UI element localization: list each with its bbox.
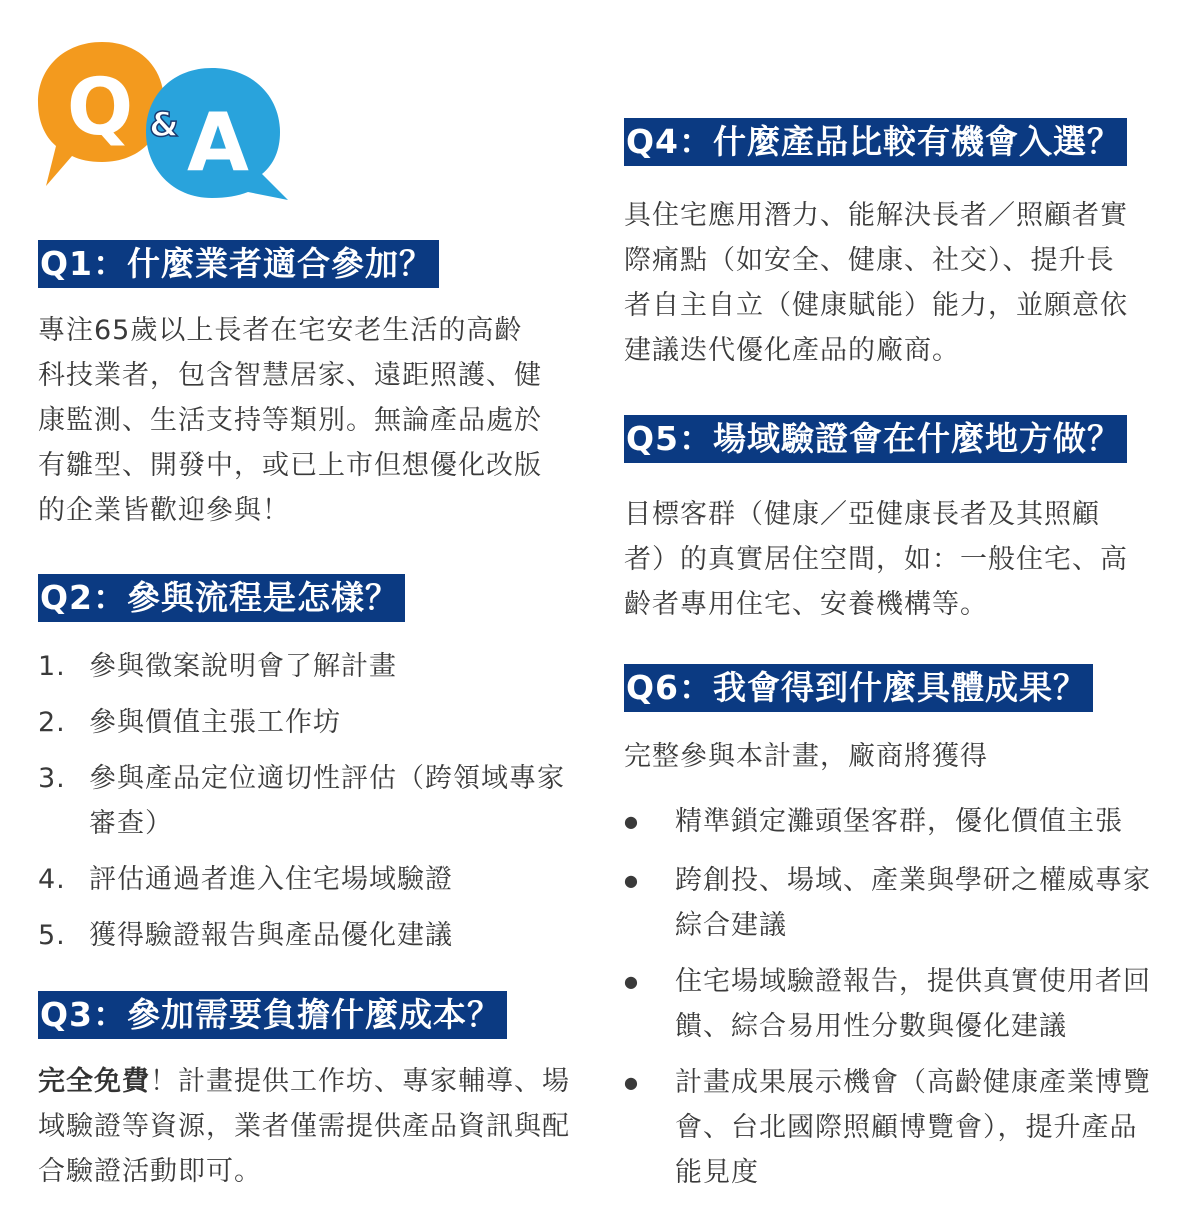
q2-heading: Q2：參與流程是怎樣？: [38, 574, 405, 622]
q6-heading: Q6：我會得到什麼具體成果？: [624, 664, 1093, 712]
list-item: ● 精準鎖定灘頭堡客群，優化價值主張: [624, 799, 1172, 847]
q1-heading: Q1：什麼業者適合參加？: [38, 240, 439, 288]
q6-intro: 完整參與本計畫，廠商將獲得: [624, 741, 988, 772]
bullet-icon: [624, 959, 675, 1049]
list-item: 5. 獲得驗證報告與產品優化建議: [38, 920, 453, 951]
free-highlight: 完全免費: [38, 1066, 150, 1097]
bullet-icon: [624, 799, 675, 847]
logo-q: Q: [66, 63, 134, 153]
list-item: 1. 參與徵案說明會了解計畫: [38, 651, 397, 682]
q1-answer: 專注65歲以上長者在宅安老生活的高齡科技業者，包含智慧居家、遠距照護、健康監測、生活支持等類別。無論產品處於有雛型、開發中，或已上市但想優化改版的企業皆歡迎參與！: [38, 315, 542, 526]
list-item: 4. 評估通過者進入住宅場域驗證: [38, 864, 453, 895]
q5-answer: 目標客群（健康／亞健康長者及其照顧者）的真實居住空間，如：一般住宅、高齡者專用住宅、安養機構等。: [624, 499, 1128, 620]
left-column: [38, 240, 578, 1194]
list-item: 2. 參與價值主張工作坊: [38, 707, 341, 738]
q6-outcomes-list: [624, 799, 1172, 1195]
list-item: ● 跨創投、場域、產業與學研之權威專家綜合建議: [624, 858, 1172, 948]
list-item: ● 計畫成果展示機會（高齡健康產業博覽會、台北國際照顧博覽會），提升產品能見度: [624, 1060, 1172, 1195]
logo-a: A: [187, 96, 249, 189]
list-item: ● 住宅場域驗證報告，提供真實使用者回饋、綜合易用性分數與優化建議: [624, 959, 1172, 1049]
q4-answer: 具住宅應用潛力、能解決長者／照顧者實際痛點（如安全、健康、社交）、提升長者自主自立（健康賦能）能力，並願意依建議迭代優化產品的廠商。: [624, 200, 1128, 366]
bullet-icon: [624, 858, 675, 948]
bullet-icon: [624, 1060, 675, 1195]
list-item: 3. 參與產品定位適切性評估（跨領域專家審查）: [38, 763, 565, 839]
q4-heading: Q4：什麼產品比較有機會入選？: [624, 118, 1127, 166]
q5-heading: Q5：場域驗證會在什麼地方做？: [624, 415, 1127, 463]
qa-logo: [32, 40, 297, 205]
right-column: [624, 118, 1172, 1206]
q3-heading: Q3：參加需要負擔什麼成本？: [38, 991, 507, 1039]
q2-steps-list: [38, 644, 578, 958]
q3-answer: 完全免費！計畫提供工作坊、專家輔導、場域驗證等資源，業者僅需提供產品資訊與配合驗證活動即可。: [38, 1066, 570, 1187]
logo-ampersand: &: [149, 105, 179, 145]
